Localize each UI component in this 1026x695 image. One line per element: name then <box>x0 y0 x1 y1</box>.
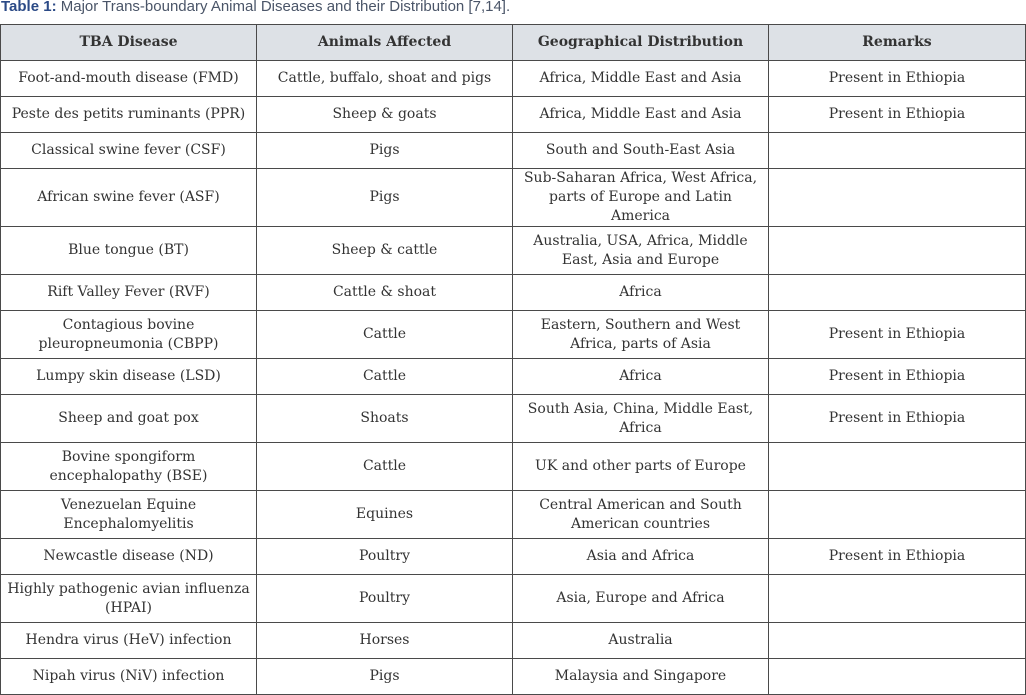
cell-animals: Cattle <box>257 443 513 491</box>
cell-distribution: Malaysia and Singapore <box>513 659 769 695</box>
cell-disease: Venezuelan Equine Encephalomyelitis <box>1 491 257 539</box>
table-row <box>1 275 1026 311</box>
table-row <box>1 169 1026 227</box>
table-row <box>1 97 1026 133</box>
cell-disease: Lumpy skin disease (LSD) <box>1 359 257 395</box>
cell-distribution: Africa <box>513 275 769 311</box>
cell-animals: Cattle <box>257 311 513 359</box>
cell-remarks <box>769 575 1026 623</box>
table-row <box>1 659 1026 695</box>
table-row <box>1 227 1026 275</box>
cell-remarks <box>769 623 1026 659</box>
table-caption <box>1 0 510 17</box>
cell-disease: Contagious bovine pleuropneumonia (CBPP) <box>1 311 257 359</box>
cell-animals: Poultry <box>257 539 513 575</box>
cell-distribution: Australia <box>513 623 769 659</box>
cell-distribution: Central American and South American countries <box>513 491 769 539</box>
cell-distribution: Sub-Saharan Africa, West Africa, parts of Europe and Latin America <box>513 169 769 227</box>
cell-remarks: Present in Ethiopia <box>769 359 1026 395</box>
cell-distribution: South and South-East Asia <box>513 133 769 169</box>
cell-disease: Newcastle disease (ND) <box>1 539 257 575</box>
cell-disease: Blue tongue (BT) <box>1 227 257 275</box>
cell-animals: Shoats <box>257 395 513 443</box>
table-row <box>1 539 1026 575</box>
table-row <box>1 623 1026 659</box>
table-caption-text: Major Trans-boundary Animal Diseases and their Distribution [7,14]. <box>56 0 511 15</box>
cell-animals: Cattle & shoat <box>257 275 513 311</box>
cell-remarks <box>769 491 1026 539</box>
cell-disease: Peste des petits ruminants (PPR) <box>1 97 257 133</box>
cell-animals: Pigs <box>257 169 513 227</box>
table-row <box>1 359 1026 395</box>
cell-animals: Equines <box>257 491 513 539</box>
cell-distribution: Australia, USA, Africa, Middle East, Asia and Europe <box>513 227 769 275</box>
table-row <box>1 575 1026 623</box>
cell-disease: Rift Valley Fever (RVF) <box>1 275 257 311</box>
table-row <box>1 61 1026 97</box>
cell-remarks: Present in Ethiopia <box>769 311 1026 359</box>
cell-animals: Pigs <box>257 659 513 695</box>
table-row <box>1 491 1026 539</box>
table-row <box>1 133 1026 169</box>
cell-disease: Hendra virus (HeV) infection <box>1 623 257 659</box>
cell-disease: Highly pathogenic avian influenza (HPAI) <box>1 575 257 623</box>
cell-distribution: Asia, Europe and Africa <box>513 575 769 623</box>
header-animals-affected: Animals Affected <box>257 25 513 61</box>
cell-distribution: South Asia, China, Middle East, Africa <box>513 395 769 443</box>
cell-disease: Classical swine fever (CSF) <box>1 133 257 169</box>
cell-disease: Bovine spongiform encephalopathy (BSE) <box>1 443 257 491</box>
table-header-row <box>1 25 1026 61</box>
cell-disease: African swine fever (ASF) <box>1 169 257 227</box>
cell-disease: Sheep and goat pox <box>1 395 257 443</box>
cell-animals: Pigs <box>257 133 513 169</box>
tba-disease-table <box>0 24 1026 695</box>
cell-distribution: Asia and Africa <box>513 539 769 575</box>
cell-remarks <box>769 443 1026 491</box>
cell-remarks <box>769 227 1026 275</box>
cell-remarks: Present in Ethiopia <box>769 395 1026 443</box>
cell-animals: Sheep & goats <box>257 97 513 133</box>
cell-animals: Cattle, buffalo, shoat and pigs <box>257 61 513 97</box>
cell-remarks <box>769 275 1026 311</box>
cell-disease: Nipah virus (NiV) infection <box>1 659 257 695</box>
table-row <box>1 395 1026 443</box>
cell-animals: Horses <box>257 623 513 659</box>
header-geographical-distribution: Geographical Distribution <box>513 25 769 61</box>
cell-remarks: Present in Ethiopia <box>769 97 1026 133</box>
header-remarks: Remarks <box>769 25 1026 61</box>
cell-remarks: Present in Ethiopia <box>769 61 1026 97</box>
cell-distribution: Africa, Middle East and Asia <box>513 97 769 133</box>
cell-distribution: Africa, Middle East and Asia <box>513 61 769 97</box>
table-row <box>1 311 1026 359</box>
cell-remarks <box>769 659 1026 695</box>
cell-animals: Poultry <box>257 575 513 623</box>
cell-disease: Foot-and-mouth disease (FMD) <box>1 61 257 97</box>
cell-remarks <box>769 133 1026 169</box>
table-row <box>1 443 1026 491</box>
cell-distribution: Eastern, Southern and West Africa, parts of Asia <box>513 311 769 359</box>
cell-distribution: UK and other parts of Europe <box>513 443 769 491</box>
cell-animals: Sheep & cattle <box>257 227 513 275</box>
header-tba-disease: TBA Disease <box>1 25 257 61</box>
cell-distribution: Africa <box>513 359 769 395</box>
cell-remarks: Present in Ethiopia <box>769 539 1026 575</box>
cell-animals: Cattle <box>257 359 513 395</box>
cell-remarks <box>769 169 1026 227</box>
table-caption-label: Table 1: <box>1 0 57 15</box>
